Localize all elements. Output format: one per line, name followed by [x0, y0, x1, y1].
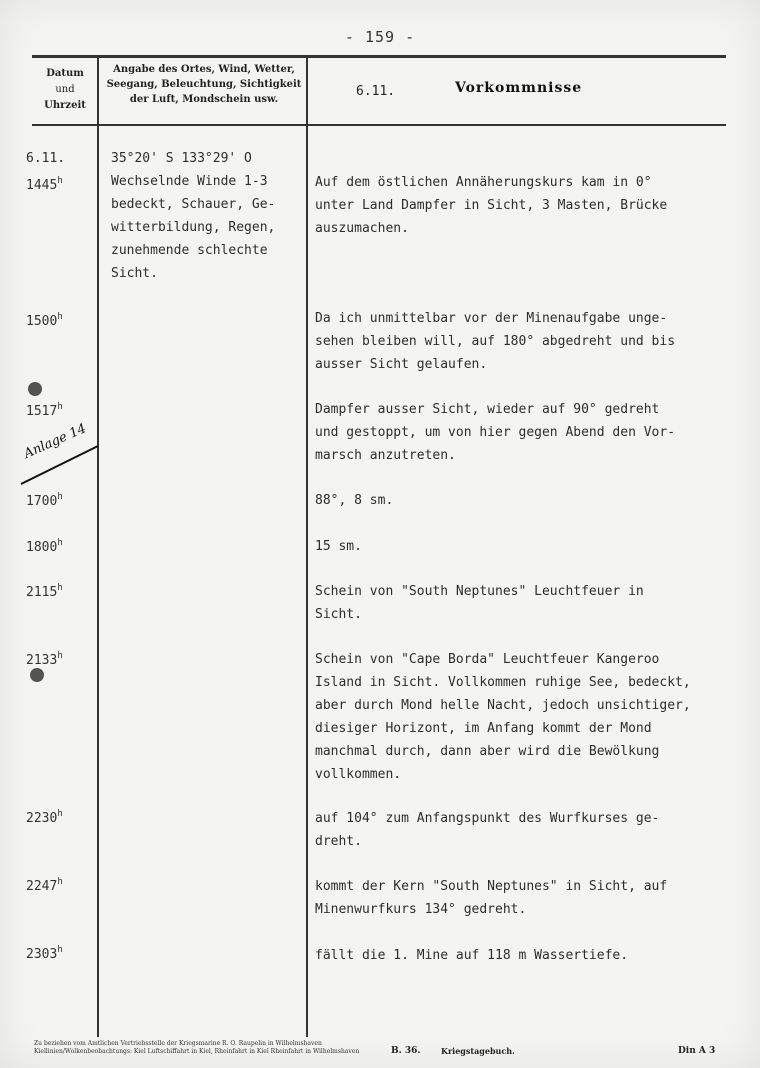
header-date-line-3: Uhrzeit [44, 100, 86, 111]
time-value: 2115 [26, 585, 58, 600]
handwritten-annotation: Anlage 14 [21, 421, 89, 462]
entry-line: kommt der Kern "South Neptunes" in Sicht, auf [315, 879, 668, 894]
entry-line: auf 104° zum Anfangspunkt des Wurfkurses ge- [315, 811, 660, 826]
entry-line: Da ich unmittelbar vor der Minenaufgabe unge- [315, 311, 668, 326]
entry-line: aber durch Mond helle Nacht, jedoch unsichtiger, [315, 698, 691, 713]
time-value: 1517 [26, 404, 58, 419]
time-suffix: h [57, 809, 63, 819]
header-date-time [36, 66, 94, 114]
header-location-line-3: der Luft, Mondschein usw. [129, 94, 279, 105]
punch-hole [30, 668, 44, 682]
entry-line: marsch anzutreten. [315, 448, 456, 463]
time-suffix: h [57, 402, 63, 412]
time-value: 1500 [26, 314, 58, 329]
time-suffix: h [57, 877, 63, 887]
entry-time [26, 577, 63, 604]
weather-line: witterbildung, Regen, [111, 220, 276, 235]
time-value: 2133 [26, 653, 58, 668]
header-location-line-1: Angabe des Ortes, Wind, Wetter, [113, 64, 295, 75]
entry-text [315, 489, 393, 512]
time-value: 1700 [26, 494, 58, 509]
time-suffix: h [57, 945, 63, 955]
weather-line: bedeckt, Schauer, Ge- [111, 197, 276, 212]
header-location [104, 62, 304, 107]
entry-text [315, 398, 675, 467]
location-weather-block [111, 147, 275, 285]
entry-text [315, 307, 675, 376]
entry-time [26, 486, 63, 513]
entry-time [26, 532, 63, 559]
entry-line: manchmal durch, dann aber wird die Bewölkung [315, 744, 660, 759]
entry-line: ausser Sicht gelaufen. [315, 357, 488, 372]
position-line: 35°20' S 133°29' O [111, 151, 252, 166]
header-location-line-2: Seegang, Beleuchtung, Sichtigkeit [106, 79, 302, 90]
time-suffix: h [57, 651, 63, 661]
time-value: 1800 [26, 540, 58, 555]
entry-time [26, 170, 63, 197]
time-suffix: h [57, 492, 63, 502]
entry-line: Schein von "South Neptunes" Leuchtfeuer in [315, 584, 644, 599]
time-value: 1445 [26, 178, 58, 193]
entry-text [315, 535, 362, 558]
time-value: 2230 [26, 811, 58, 826]
entry-line: sehen bleiben will, auf 180° abgedreht und bis [315, 334, 676, 349]
entry-text [315, 171, 667, 240]
entry-time [26, 396, 63, 423]
weather-line: Sicht. [111, 266, 158, 281]
punch-hole [28, 382, 42, 396]
entry-line: Auf dem östlichen Annäherungskurs kam in 0° [315, 175, 652, 190]
header-date-line-1: Datum [46, 68, 84, 79]
weather-line: zunehmende schlechte [111, 243, 268, 258]
column-divider-1 [97, 55, 99, 1037]
time-suffix: h [57, 538, 63, 548]
header-date-line-2: und [55, 84, 75, 95]
entry-line: auszumachen. [315, 221, 409, 236]
time-suffix: h [57, 583, 63, 593]
page-number: - 159 - [344, 28, 416, 46]
entry-line: diesiger Horizont, im Anfang kommt der Mond [315, 721, 652, 736]
entry-text [315, 944, 628, 967]
time-suffix: h [57, 176, 63, 186]
entry-line: und gestoppt, um von hier gegen Abend den Vor- [315, 425, 676, 440]
header-top-rule [32, 55, 726, 58]
entry-line: Schein von "Cape Borda" Leuchtfeuer Kangeroo [315, 652, 660, 667]
footer-paper-format: Din A 3 [678, 1046, 716, 1056]
entry-text [315, 580, 644, 626]
entry-time [26, 645, 63, 672]
entry-line: dreht. [315, 834, 362, 849]
entry-line: vollkommen. [315, 767, 402, 782]
entry-time [26, 939, 63, 966]
header-occurrences-title: Vorkommnisse [455, 80, 583, 96]
entry-line: 88°, 8 sm. [315, 493, 394, 508]
entry-text [315, 807, 659, 853]
footer-imprint [34, 1040, 359, 1056]
annotation-underline [18, 440, 102, 490]
entry-line: unter Land Dampfer in Sicht, 3 Masten, Brücke [315, 198, 668, 213]
entry-line: Island in Sicht. Vollkommen ruhige See, bedeckt, [315, 675, 691, 690]
weather-line: Wechselnde Winde 1-3 [111, 174, 268, 189]
entry-date: 6.11. [26, 151, 66, 166]
footer-form-number: B. 36. [391, 1046, 421, 1056]
entry-time [26, 803, 63, 830]
entry-time [26, 871, 63, 898]
header-bottom-rule [32, 124, 726, 126]
entry-line: Sicht. [315, 607, 362, 622]
entry-line: fällt die 1. Mine auf 118 m Wassertiefe. [315, 948, 629, 963]
entry-line: Minenwurfkurs 134° gedreht. [315, 902, 527, 917]
time-value: 2303 [26, 947, 58, 962]
footer-form-title: Kriegstagebuch. [441, 1046, 515, 1056]
time-value: 2247 [26, 879, 58, 894]
entry-time [26, 306, 63, 333]
time-suffix: h [57, 312, 63, 322]
entry-text [315, 875, 667, 921]
entry-text [315, 648, 691, 786]
footer-line: Kiellinien/Wolkenbeobachtungs: Kiel Luftschiffahrt in Kiel, Rheinfahrt in Kiel Rheinfahrt in Wilhelmshaven [34, 1048, 360, 1055]
header-occurrences-date: 6.11. [356, 84, 396, 99]
footer-line: Zu beziehen vom Amtlichen Vertriebsstelle der Kriegsmarine R. O. Raupelin in Wilhelmshaven [34, 1040, 322, 1047]
column-divider-2 [306, 55, 308, 1037]
entry-line: 15 sm. [315, 539, 362, 554]
entry-line: Dampfer ausser Sicht, wieder auf 90° gedreht [315, 402, 660, 417]
